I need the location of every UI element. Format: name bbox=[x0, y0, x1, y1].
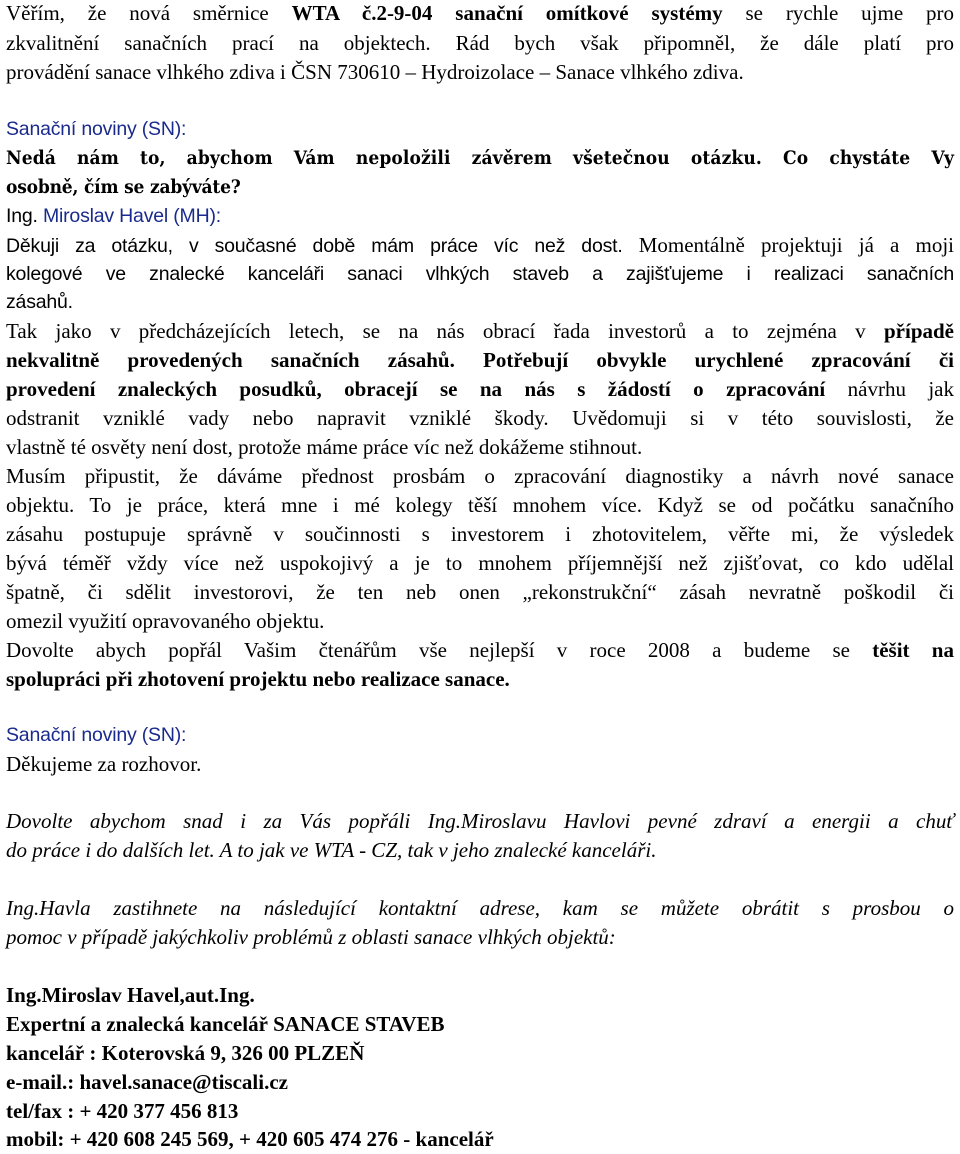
speaker-mh-heading bbox=[6, 203, 954, 229]
closing-line-3: Ing.Havla zastihnete na následující kontaktní adrese, kam se můžete obrátit s prosbou o bbox=[6, 896, 954, 920]
speaker-sn-heading-2: Sanační noviny (SN): bbox=[6, 724, 187, 746]
intro-line-3: provádění sanace vlhkého zdiva i ČSN 730610 – Hydroizolace – Sanace vlhkého zdiva. bbox=[6, 60, 744, 84]
answer-p2-line-2 bbox=[6, 347, 954, 373]
closing-line-4: pomoc v případě jakýchkoliv problémů z oblasti sanace vlhkých objektů: bbox=[6, 925, 616, 949]
answer-p2-line-1 bbox=[6, 318, 954, 344]
answer-line-1 bbox=[6, 232, 954, 259]
answer-p3-line-1: Musím připustit, že dáváme přednost prosbám o zpracování diagnostiky a návrh nové sanace bbox=[6, 464, 954, 488]
answer-p2-line-4: odstranit vzniklé vady nebo napravit vzniklé škody. Uvědomuji si v této souvislosti, že bbox=[6, 406, 954, 430]
speaker-prefix: Ing. bbox=[6, 205, 38, 227]
intro-text: se rychle ujme pro bbox=[722, 1, 954, 25]
answer-p3-line-5: špatně, či sdělit investorovi, že ten neb onen „rekonstrukční“ zásah nevratně poškodil či bbox=[6, 580, 954, 604]
answer-text-narrow: Děkuji za otázku, v současné době mám práce víc než dost. bbox=[6, 235, 623, 257]
answer-p3-line-6: omezil využití opravovaného objektu. bbox=[6, 609, 325, 633]
speaker-name: Miroslav Havel (MH): bbox=[37, 205, 221, 227]
answer-bold-text: spolupráci při zhotovení projektu nebo realizace sanace. bbox=[6, 667, 510, 691]
answer-p2-line-5: vlastně té osvěty není dost, protože máme práce víc než dokážeme stihnout. bbox=[6, 435, 643, 459]
answer-bold-text: provedení znaleckých posudků, obracejí se na nás s žádostí o zpracování bbox=[6, 377, 826, 401]
intro-line-1 bbox=[6, 0, 954, 26]
answer-p3-line-3: zásahu postupuje správně v součinnosti s investorem i zhotovitelem, věřte mi, že výsledek bbox=[6, 522, 954, 546]
answer-p3-line-4: bývá téměř vždy více než uspokojivý a je to mnohem příjemnější než zjišťovat, co kdo udělal bbox=[6, 551, 954, 575]
intro-bold-text: WTA č.2-9-04 sanační omítkové systémy bbox=[291, 1, 723, 25]
answer-p3-line-2: objektu. To je práce, která mne i mé kolegy těší mnohem více. Když se od počátku sanačního bbox=[6, 493, 954, 517]
answer-text: Momentálně projektuji já a moji bbox=[622, 233, 954, 257]
contact-office: Expertní a znalecká kancelář SANACE STAVEB bbox=[6, 1012, 445, 1036]
answer-bold-text: případě bbox=[883, 319, 954, 343]
answer-p2-line-3 bbox=[6, 376, 954, 402]
answer-text: návrhu jak bbox=[825, 377, 954, 401]
intro-text: Věřím, že nová směrnice bbox=[6, 1, 292, 25]
answer-line-3: zásahů. bbox=[6, 291, 73, 313]
closing-line-1: Dovolte abychom snad i za Vás popřáli Ing.Miroslavu Havlovi pevné zdraví a energii a chuť bbox=[6, 809, 954, 833]
answer-text: Tak jako v předcházejících letech, se na nás obrací řada investorů a to zejména v bbox=[6, 319, 884, 343]
question-line-1: Nedá nám to, abychom Vám nepoložili závěrem všetečnou otázku. Co chystáte Vy bbox=[6, 147, 954, 169]
speaker-sn-heading: Sanační noviny (SN): bbox=[6, 118, 187, 140]
contact-tel: tel/fax : + 420 377 456 813 bbox=[6, 1099, 239, 1123]
answer-text: Dovolte abych popřál Vašim čtenářům vše nejlepší v roce 2008 a budeme se bbox=[6, 638, 873, 662]
answer-p4-line-2 bbox=[6, 666, 954, 692]
thanks-text: Děkujeme za rozhovor. bbox=[6, 752, 202, 776]
intro-line-2: zkvalitnění sanačních prací na objektech. Rád bych však připomněl, že dále platí pro bbox=[6, 31, 954, 55]
answer-bold-text: Potřebují obvykle urychlené zpracování či bbox=[454, 348, 954, 372]
contact-address: kancelář : Koterovská 9, 326 00 PLZEŇ bbox=[6, 1041, 365, 1065]
closing-line-2: do práce i do dalších let. A to jak ve WTA - CZ, tak v jeho znalecké kanceláři. bbox=[6, 838, 657, 862]
contact-mobile: mobil: + 420 608 245 569, + 420 605 474 276 - kancelář bbox=[6, 1127, 494, 1151]
question-line-2: osobně, čím se zabýváte? bbox=[6, 176, 241, 198]
contact-email: e-mail.: havel.sanace@tiscali.cz bbox=[6, 1070, 288, 1094]
contact-name: Ing.Miroslav Havel,aut.Ing. bbox=[6, 983, 255, 1007]
answer-bold-text: těšit na bbox=[872, 638, 954, 662]
answer-p4-line-1 bbox=[6, 637, 954, 663]
answer-line-2: kolegové ve znalecké kanceláři sanaci vlhkých staveb a zajišťujeme i realizaci sanačních bbox=[6, 263, 954, 285]
answer-bold-text: nekvalitně provedených sanačních zásahů. bbox=[6, 348, 455, 372]
